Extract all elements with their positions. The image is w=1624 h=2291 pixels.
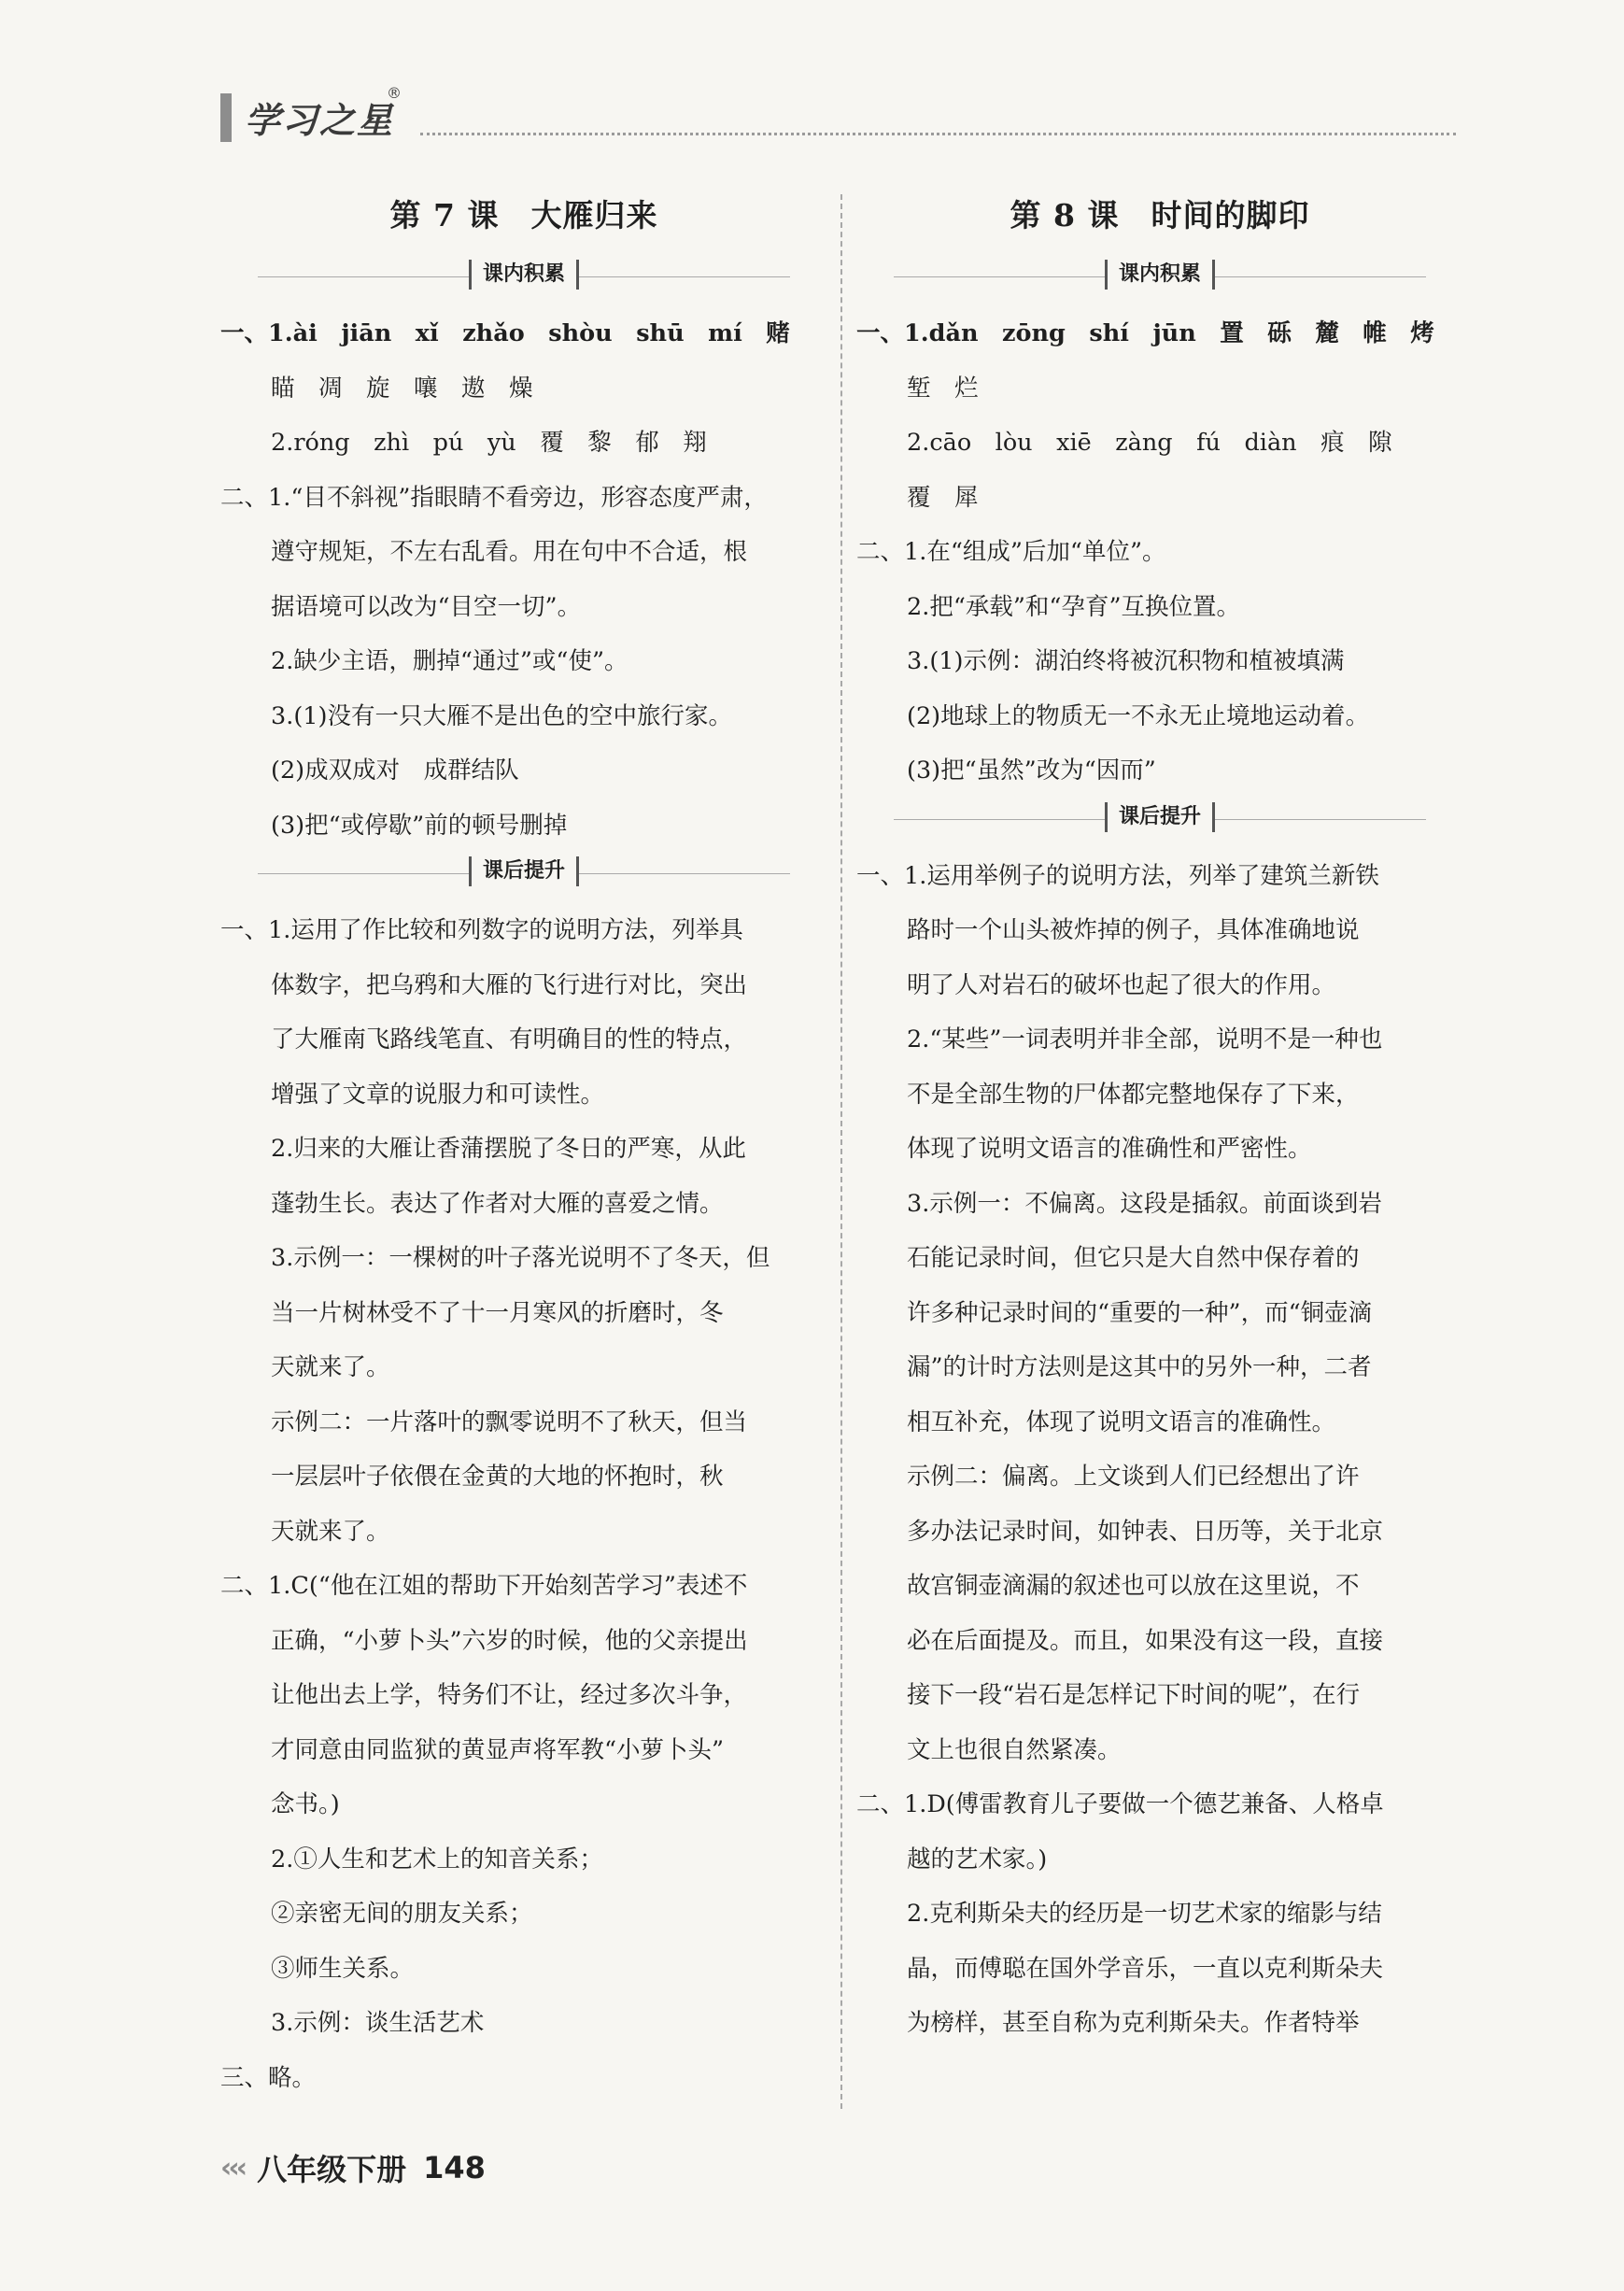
left-column bbox=[220, 191, 827, 2105]
answer-line: 体数字，把乌鸦和大雁的飞行进行对比，突出 bbox=[271, 970, 748, 999]
answer-line: 一层层叶子依偎在金黄的大地的怀抱时，秋 bbox=[271, 1463, 724, 1491]
answer-line: 二、1.D(傅雷教育儿子要做一个德艺兼备、人格卓 bbox=[856, 1790, 1384, 1818]
answer-line: 示例二：一片落叶的飘零说明不了秋天，但当 bbox=[271, 1407, 748, 1436]
answer-line: 3.示例一：一棵树的叶子落光说明不了冬天，但 bbox=[271, 1244, 770, 1272]
lesson-7-title: 第 7 课 大雁归来 bbox=[389, 197, 658, 233]
answer-line: 3.示例：谈生活艺术 bbox=[271, 2009, 485, 2037]
section-header bbox=[220, 856, 827, 890]
answer-line: 三、略。 bbox=[220, 2063, 317, 2092]
brand-logo bbox=[220, 84, 402, 143]
answer-line: 不是全部生物的尸体都完整地保存了下来， bbox=[907, 1080, 1360, 1109]
page-number: 148 bbox=[423, 2150, 486, 2185]
answer-line: 示例二：偏离。上文谈到人们已经想出了许 bbox=[907, 1463, 1360, 1491]
answer-line: (3)把“虽然”改为“因而” bbox=[907, 757, 1156, 785]
section-header bbox=[220, 260, 827, 293]
answer-line: (2)地球上的物质无一不永无止境地运动着。 bbox=[907, 701, 1370, 730]
answer-line: 2.归来的大雁让香蒲摆脱了冬日的严寒，从此 bbox=[271, 1135, 746, 1163]
brand-bar bbox=[220, 93, 232, 142]
answer-line: 体现了说明文语言的准确性和严密性。 bbox=[907, 1135, 1312, 1163]
answer-line: 路时一个山头被炸掉的例子，具体准确地说 bbox=[907, 916, 1360, 944]
answer-line: 相互补充，体现了说明文语言的准确性。 bbox=[907, 1407, 1336, 1436]
answer-line: 一、1.运用举例子的说明方法，列举了建筑兰新铁 bbox=[856, 861, 1379, 890]
answer-line: 当一片树林受不了十一月寒风的折磨时，冬 bbox=[271, 1298, 724, 1327]
brand-title: 学习之星 bbox=[245, 100, 395, 141]
answer-line: 二、1.在“组成”后加“单位”。 bbox=[856, 538, 1166, 566]
section-label: 课内积累 bbox=[469, 260, 579, 290]
answer-line: 覆 犀 bbox=[907, 483, 979, 512]
answer-line: 3.(1)没有一只大雁不是出色的空中旅行家。 bbox=[271, 701, 732, 730]
answer-line: 才同意由同监狱的黄显声将军教“小萝卜头” bbox=[271, 1735, 725, 1764]
answer-line: 2.缺少主语，删掉“通过”或“使”。 bbox=[271, 647, 628, 675]
answer-line: 天就来了。 bbox=[271, 1517, 390, 1546]
answer-line: 接下一段“岩石是怎样记下时间的呢”，在行 bbox=[907, 1681, 1361, 1709]
answer-line: 为榜样，甚至自称为克利斯朵夫。作者特举 bbox=[907, 2009, 1360, 2037]
answer-line: 天就来了。 bbox=[271, 1353, 390, 1381]
answer-line: 堑 烂 bbox=[907, 374, 979, 403]
answer-line: 让他出去上学，特务们不让，经过多次斗争， bbox=[271, 1681, 748, 1709]
answer-line: 多办法记录时间，如钟表、日历等，关于北京 bbox=[907, 1517, 1384, 1546]
answer-line: 漏”的计时方法则是这其中的另外一种，二者 bbox=[907, 1353, 1372, 1381]
answer-line: 2.克利斯朵夫的经历是一切艺术家的缩影与结 bbox=[907, 1900, 1382, 1928]
lesson-8-title: 第 8 课 时间的脚印 bbox=[1010, 197, 1310, 233]
answer-line: ③师生关系。 bbox=[271, 1954, 415, 1983]
column-divider bbox=[840, 194, 842, 2109]
section-label: 课后提升 bbox=[469, 856, 579, 886]
answer-line: 2.róng zhì pú yù 覆 黎 郁 翔 bbox=[271, 429, 707, 457]
answer-line: 正确，“小萝卜头”六岁的时候，他的父亲提出 bbox=[271, 1626, 748, 1655]
answer-line: 一、1.运用了作比较和列数字的说明方法，列举具 bbox=[220, 916, 743, 944]
section-header bbox=[856, 802, 1463, 836]
answer-line: 晶，而傅聪在国外学音乐，一直以克利斯朵夫 bbox=[907, 1954, 1384, 1983]
answer-line: 据语境可以改为“目空一切”。 bbox=[271, 592, 582, 621]
chevrons-left-icon: ‹‹‹ bbox=[220, 2151, 245, 2185]
page-footer bbox=[220, 2146, 486, 2189]
answer-line: 3.示例一：不偏离。这段是插叙。前面谈到岩 bbox=[907, 1189, 1382, 1218]
answer-line: 2.①人生和艺术上的知音关系； bbox=[271, 1845, 603, 1874]
answer-line: 增强了文章的说服力和可读性。 bbox=[271, 1080, 605, 1109]
answer-line: 二、1.“目不斜视”指眼睛不看旁边，形容态度严肃， bbox=[220, 483, 768, 512]
answer-line: (3)把“或停歇”前的顿号删掉 bbox=[271, 811, 568, 840]
answer-line: 一、1.dǎn zōng shí jūn 置 砾 麓 帷 烤 bbox=[856, 319, 1434, 347]
answer-line: 越的艺术家。) bbox=[907, 1845, 1048, 1874]
answer-line: 遵守规矩，不左右乱看。用在句中不合适，根 bbox=[271, 538, 748, 566]
grade-label: 八年级下册 bbox=[257, 2152, 407, 2187]
answer-line: 必在后面提及。而且，如果没有这一段，直接 bbox=[907, 1626, 1384, 1655]
answer-line: 念书。) bbox=[271, 1790, 340, 1818]
answer-line: 故宫铜壶滴漏的叙述也可以放在这里说，不 bbox=[907, 1572, 1360, 1600]
registered-mark: ® bbox=[387, 84, 402, 102]
section-header bbox=[856, 260, 1463, 293]
answer-line: 许多种记录时间的“重要的一种”，而“铜壶滴 bbox=[907, 1298, 1373, 1327]
right-column bbox=[856, 191, 1463, 2051]
answer-line: 一、1.ài jiān xǐ zhǎo shòu shū mí 赌 bbox=[220, 319, 790, 347]
answer-line: 2.cāo lòu xiē zàng fú diàn 痕 隙 bbox=[907, 429, 1392, 457]
section-label: 课后提升 bbox=[1105, 802, 1215, 832]
answer-line: 3.(1)示例：湖泊终将被沉积物和植被填满 bbox=[907, 647, 1345, 675]
answer-line: ②亲密无间的朋友关系； bbox=[271, 1900, 533, 1928]
answer-line: 石能记录时间，但它只是大自然中保存着的 bbox=[907, 1244, 1360, 1272]
section-label: 课内积累 bbox=[1105, 260, 1215, 290]
answer-line: 蓬勃生长。表达了作者对大雁的喜爱之情。 bbox=[271, 1189, 724, 1218]
header-dotted-rule bbox=[420, 133, 1456, 135]
answer-line: (2)成双成对 成群结队 bbox=[271, 757, 519, 785]
answer-line: 二、1.C(“他在江姐的帮助下开始刻苦学习”表述不 bbox=[220, 1572, 748, 1600]
answer-line: 2.把“承载”和“孕育”互换位置。 bbox=[907, 592, 1240, 621]
answer-line: 2.“某些”一词表明并非全部，说明不是一种也 bbox=[907, 1025, 1383, 1054]
answer-line: 瞄 凋 旋 嚷 遨 燥 bbox=[271, 374, 533, 403]
answer-line: 明了人对岩石的破坏也起了很大的作用。 bbox=[907, 970, 1336, 999]
answer-line: 了大雁南飞路线笔直、有明确目的性的特点， bbox=[271, 1025, 748, 1054]
answer-line: 文上也很自然紧凑。 bbox=[907, 1735, 1122, 1764]
